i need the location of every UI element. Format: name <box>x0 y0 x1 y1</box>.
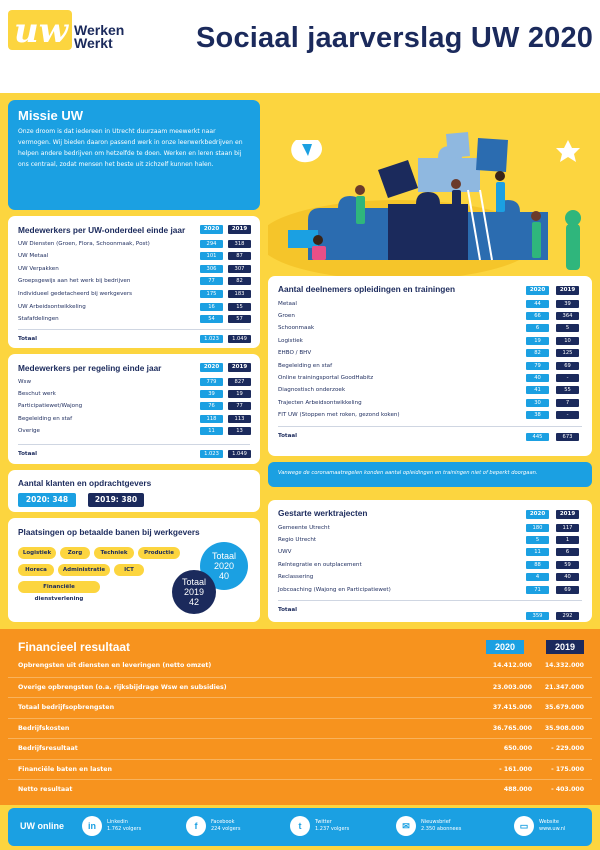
sector-badge: Techniek <box>94 547 134 559</box>
puzzle-illustration <box>268 100 592 278</box>
sector-badge: Horeca <box>18 564 54 576</box>
twitter-icon: t <box>290 816 310 836</box>
table-row <box>278 522 330 533</box>
facebook-icon: f <box>186 816 206 836</box>
fin-row <box>8 779 592 799</box>
klanten-title: Aantal klanten en opdrachtgevers <box>18 478 152 488</box>
value-2020: 54 <box>200 315 223 323</box>
value-2019: 77 <box>228 402 251 410</box>
table-row <box>18 401 82 412</box>
fin-row <box>8 718 592 738</box>
page-title: Sociaal jaarverslag UW 2020 <box>196 22 594 54</box>
value-2019: 39 <box>556 300 579 308</box>
missie-text: Onze droom is dat iedereen in Utrecht duurzaam meewerkt naar vermogen. Wij bieden daaron passend werk in onze leerwerkbedrijven en helpen andere bedrijven om hetzelfde te doen. Werken en leren staan bij ons centraal, zodat mensen het beste uit zichzelf kunnen halen. <box>18 128 243 168</box>
klanten-2019: 2019: 380 <box>88 493 144 507</box>
value-2020: 11 <box>200 427 223 435</box>
fin-label: Overige opbrengsten (o.a. rijksbijdrage Wsw en subsidies) <box>18 683 227 691</box>
value-2019: 6 <box>556 548 579 556</box>
value-2020: 71 <box>526 586 549 594</box>
value-2020: 39 <box>200 390 223 398</box>
row-label: Diagnostisch onderzoek <box>278 387 346 394</box>
fin-col-2019: 2019 <box>546 640 584 654</box>
row-label: UWV <box>278 549 292 556</box>
col-2019-header: 2019 <box>556 510 579 519</box>
sector-badge: ICT <box>114 564 144 576</box>
value-2020: 44 <box>526 300 549 308</box>
fin-value-2019: - 403.000 <box>551 786 584 793</box>
fin-value-2020: - 161.000 <box>499 765 532 773</box>
table-row <box>278 559 362 570</box>
card-opleidingen <box>268 276 592 456</box>
value-2019: 19 <box>228 390 251 398</box>
value-2019: 69 <box>556 362 579 370</box>
col-2020-header: 2020 <box>526 510 549 519</box>
fin-label: Financiële baten en lasten <box>18 765 113 773</box>
row-label: Overige <box>18 428 41 435</box>
value-2019: 69 <box>556 586 579 594</box>
value-2020: 306 <box>200 265 223 273</box>
value-2020: 30 <box>526 399 549 407</box>
table-row <box>18 376 31 387</box>
value-2020: 88 <box>526 561 549 569</box>
value-2019: 7 <box>556 399 579 407</box>
row-label: Participatiewet/Wajong <box>18 403 83 410</box>
row-label: FIT UW (Stoppen met roken, gezond koken) <box>278 412 400 419</box>
value-2020: 6 <box>526 324 549 332</box>
fin-col-2020: 2020 <box>486 640 524 654</box>
row-label: Metaal <box>278 300 297 307</box>
row-label: Logistiek <box>278 337 303 344</box>
medewerkers-regeling-title: Medewerkers per regeling einde jaar <box>18 363 162 373</box>
row-label: Gemeente Utrecht <box>278 524 330 531</box>
table-row <box>278 584 391 595</box>
value-2019: - <box>556 411 579 419</box>
table-row <box>278 335 303 346</box>
total-row: Totaal <box>278 606 298 613</box>
value-2019: 318 <box>228 240 251 248</box>
total-2019: 1.049 <box>228 450 251 458</box>
twitter-link[interactable]: t Twitter 1.237 volgers <box>290 816 349 836</box>
value-2019: 87 <box>228 252 251 260</box>
value-2020: 4 <box>526 573 549 581</box>
col-2019-header: 2019 <box>556 286 579 295</box>
fin-row <box>8 738 592 758</box>
sector-badge: Productie <box>138 547 180 559</box>
row-label: Schoonmaak <box>278 325 315 332</box>
value-2019: 13 <box>228 427 251 435</box>
corona-notice: Vanwege de coronamaatregelen konden aantal opleidingen en trainingen niet of beperkt doorgaan. <box>268 462 592 487</box>
value-2019: 5 <box>556 324 579 332</box>
table-row <box>278 372 373 383</box>
plaatsingen-title: Plaatsingen op betaalde banen bij werkgevers <box>18 527 200 537</box>
fin-label: Bedrijfskosten <box>18 724 70 732</box>
value-2020: 294 <box>200 240 223 248</box>
value-2020: 11 <box>526 548 549 556</box>
divider <box>278 426 582 427</box>
fin-value-2019: 35.908.000 <box>544 724 584 732</box>
table-row <box>278 310 295 321</box>
value-2019: 15 <box>228 303 251 311</box>
website-icon: ▭ <box>514 816 534 836</box>
total-2020: 1.023 <box>200 450 223 458</box>
table-row <box>18 426 40 437</box>
row-label: UW Arbeidsontwikkeling <box>18 303 86 310</box>
newsletter-link[interactable]: ✉ Nieuwsbrief 2.350 abonnees <box>396 816 461 836</box>
table-row <box>18 388 56 399</box>
fin-value-2019: - 229.000 <box>551 745 584 752</box>
value-2019: 40 <box>556 573 579 581</box>
sector-badge: Financiële dienstverlening <box>18 581 100 593</box>
table-row <box>278 323 314 334</box>
fin-value-2020: 37.415.000 <box>492 704 532 711</box>
table-row <box>18 413 72 424</box>
total-row: Totaal <box>18 335 38 342</box>
sector-badge: Logistiek <box>18 547 56 559</box>
value-2020: 180 <box>526 524 549 532</box>
total-2020: 359 <box>526 612 549 620</box>
row-label: Individueel gedetacheerd bij werkgevers <box>18 290 133 297</box>
svg-text:uw: uw <box>14 11 68 51</box>
fin-value-2020: 36.765.000 <box>492 724 532 732</box>
financieel-title: Financieel resultaat <box>18 640 131 654</box>
missie-card <box>8 100 260 210</box>
value-2020: 118 <box>200 415 223 423</box>
row-label: Beschut werk <box>18 390 56 397</box>
table-row <box>278 410 400 421</box>
divider <box>18 329 250 330</box>
value-2019: 827 <box>228 378 251 386</box>
fin-value-2019: 14.332.000 <box>544 662 584 669</box>
col-2019-header: 2019 <box>228 363 251 372</box>
klanten-2020: 2020: 348 <box>18 493 76 507</box>
table-row <box>18 238 150 249</box>
row-label: Stafafdelingen <box>18 316 59 323</box>
row-label: UW Verpakken <box>18 265 59 272</box>
table-row <box>18 263 59 274</box>
total-row: Totaal <box>278 432 298 439</box>
logo-wordmark: Werken Werkt <box>74 22 125 51</box>
total-2019: 673 <box>556 433 579 441</box>
value-2019: - <box>556 374 579 382</box>
table-row <box>18 288 132 299</box>
fin-row <box>8 677 592 697</box>
value-2020: 38 <box>526 411 549 419</box>
medewerkers-onderdeel-title: Medewerkers per UW-onderdeel einde jaar <box>18 225 186 235</box>
facebook-link[interactable]: f Facebook 224 volgers <box>186 816 240 836</box>
value-2020: 101 <box>200 252 223 260</box>
value-2020: 175 <box>200 290 223 298</box>
bubble-2020: Totaal 2020 40 <box>200 542 248 590</box>
newsletter-icon: ✉ <box>396 816 416 836</box>
table-row <box>278 385 345 396</box>
footer-bar <box>8 808 592 846</box>
total-2019: 1.049 <box>228 335 251 343</box>
total-2020: 1.023 <box>200 335 223 343</box>
fin-value-2019: 21.347.000 <box>544 683 584 691</box>
card-plaatsingen <box>8 518 260 622</box>
row-label: Trajecten Arbeidsontwikkeling <box>278 399 362 406</box>
col-2019-header: 2019 <box>228 225 251 234</box>
sector-badge: Administratie <box>58 564 110 576</box>
row-label: UW Metaal <box>18 253 49 260</box>
fin-value-2020: 23.003.000 <box>492 683 532 691</box>
value-2019: 82 <box>228 277 251 285</box>
value-2020: 82 <box>526 349 549 357</box>
row-label: Groen <box>278 312 295 319</box>
sector-badge: Zorg <box>60 547 90 559</box>
row-label: Online trainingsportal GoodHabitz <box>278 374 374 381</box>
fin-value-2019: 35.679.000 <box>544 704 584 711</box>
table-row <box>278 572 313 583</box>
total-2019: 292 <box>556 612 579 620</box>
value-2020: 66 <box>526 312 549 320</box>
card-medewerkers-regeling <box>8 354 260 464</box>
missie-title: Missie UW <box>18 108 84 123</box>
fin-value-2020: 14.412.000 <box>492 662 532 669</box>
linkedin-link[interactable]: in Linkedin 1.762 volgers <box>82 816 141 836</box>
bubble-2019: Totaal 2019 42 <box>172 570 216 614</box>
value-2020: 5 <box>526 536 549 544</box>
value-2019: 125 <box>556 349 579 357</box>
value-2020: 77 <box>200 277 223 285</box>
divider <box>278 600 582 601</box>
fin-label: Opbrengsten uit diensten en leveringen (netto omzet) <box>18 662 212 669</box>
total-2020: 445 <box>526 433 549 441</box>
table-row <box>278 397 362 408</box>
col-2020-header: 2020 <box>200 363 223 372</box>
row-label: Jobcoaching (Wajong en Participatiewet) <box>278 586 391 593</box>
fin-value-2020: 488.000 <box>503 786 532 793</box>
fin-label: Totaal bedrijfsopbrengsten <box>18 704 115 711</box>
value-2019: 183 <box>228 290 251 298</box>
table-row <box>278 360 332 371</box>
opleidingen-title: Aantal deelnemers opleidingen en trainingen <box>278 284 456 294</box>
total-row: Totaal <box>18 450 38 457</box>
col-2020-header: 2020 <box>526 286 549 295</box>
value-2020: 40 <box>526 374 549 382</box>
value-2020: 19 <box>526 337 549 345</box>
row-label: Regio Utrecht <box>278 536 317 543</box>
fin-value-2019: - 175.000 <box>551 765 584 773</box>
value-2019: 113 <box>228 415 251 423</box>
uw-logo <box>8 8 74 52</box>
table-row <box>278 534 316 545</box>
fin-label: Bedrijfsresultaat <box>18 745 78 752</box>
row-label: UW Diensten (Groen, Flora, Schoonmaak, Post) <box>18 240 150 247</box>
value-2020: 76 <box>200 402 223 410</box>
table-row <box>278 547 291 558</box>
footer-title: UW online <box>20 821 64 831</box>
werktrajecten-title: Gestarte werktrajecten <box>278 508 368 518</box>
value-2019: 55 <box>556 386 579 394</box>
value-2019: 117 <box>556 524 579 532</box>
value-2019: 364 <box>556 312 579 320</box>
table-row <box>278 298 297 309</box>
table-row <box>18 301 86 312</box>
value-2019: 1 <box>556 536 579 544</box>
table-row <box>18 251 48 262</box>
value-2020: 16 <box>200 303 223 311</box>
row-label: EHBO / BHV <box>278 350 312 357</box>
table-row <box>18 314 59 325</box>
row-label: Begeleiding en staf <box>278 362 333 369</box>
value-2019: 57 <box>228 315 251 323</box>
value-2020: 79 <box>526 362 549 370</box>
fin-label: Netto resultaat <box>18 786 73 793</box>
value-2020: 41 <box>526 386 549 394</box>
divider <box>18 444 250 445</box>
fin-value-2020: 650.000 <box>503 745 532 752</box>
value-2019: 10 <box>556 337 579 345</box>
value-2020: 779 <box>200 378 223 386</box>
row-label: Wsw <box>18 378 32 385</box>
value-2019: 59 <box>556 561 579 569</box>
value-2019: 307 <box>228 265 251 273</box>
table-row <box>18 276 130 287</box>
card-medewerkers-onderdeel <box>8 216 260 348</box>
card-werktrajecten <box>268 500 592 622</box>
row-label: Begeleiding en staf <box>18 415 73 422</box>
fin-row <box>8 697 592 717</box>
col-2020-header: 2020 <box>200 225 223 234</box>
fin-row <box>8 759 592 779</box>
row-label: Reclassering <box>278 574 314 581</box>
row-label: Reïntegratie en outplacement <box>278 561 362 568</box>
linkedin-icon: in <box>82 816 102 836</box>
table-row <box>278 348 311 359</box>
card-klanten <box>8 470 260 512</box>
fin-row <box>8 656 592 676</box>
website-link[interactable]: ▭ Website www.uw.nl <box>514 816 565 836</box>
row-label: Groepsgewijs aan het werk bij bedrijven <box>18 278 131 285</box>
